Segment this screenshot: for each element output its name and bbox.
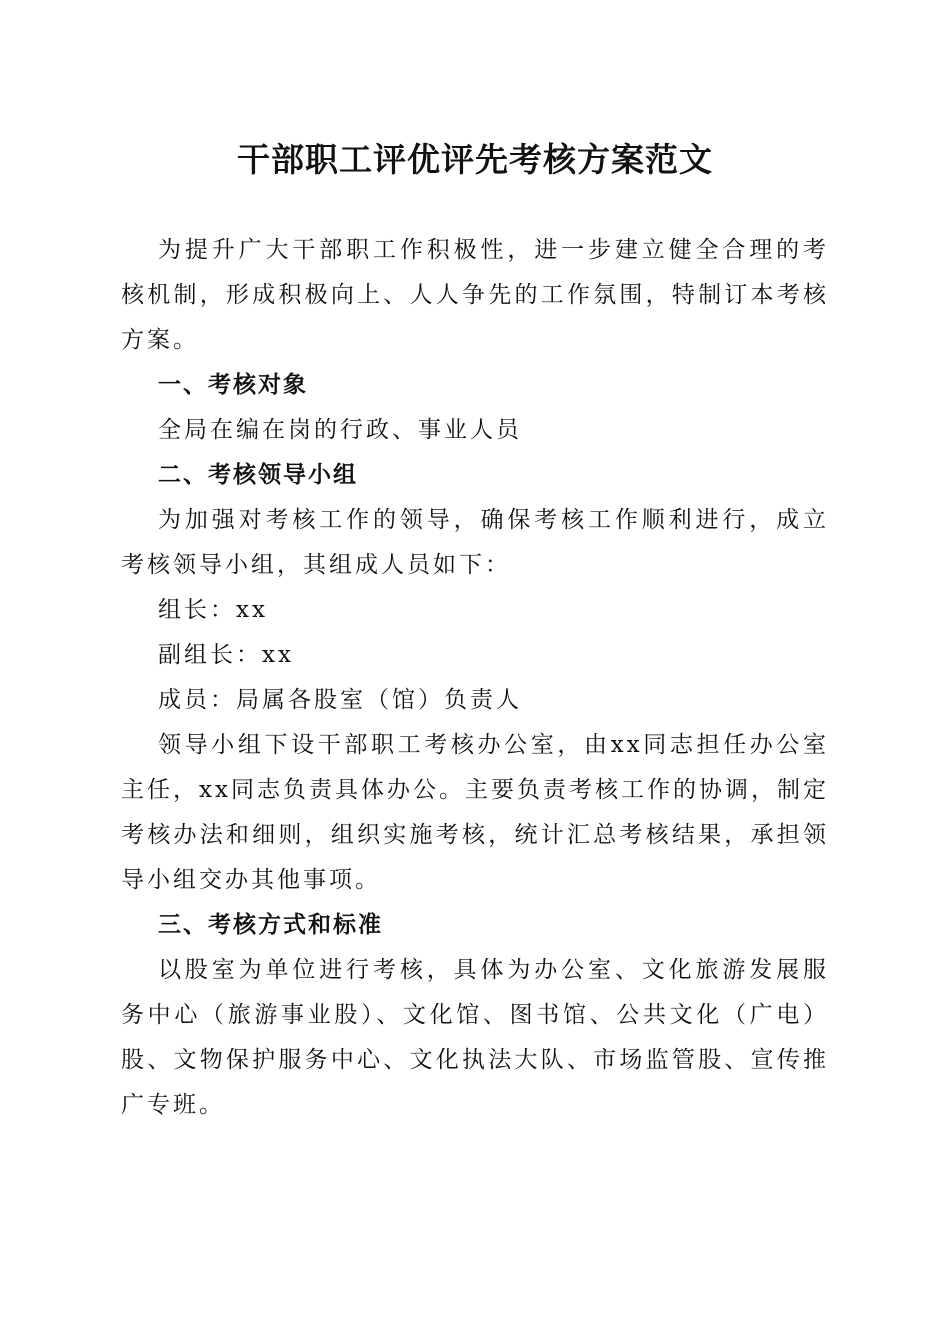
assessment-office-paragraph: 领导小组下设干部职工考核办公室，由xx同志担任办公室主任，xx同志负责具体办公。主要负责考核工作的协调，制定考核办法和细则，组织实施考核，统计汇总考核结果，承担领导小组交办其他事项。 [121, 732, 829, 893]
document-title: 干部职工评优评先考核方案范文 [237, 140, 713, 179]
document-body [121, 228, 829, 1128]
section-heading-assessment-targets: 一、考核对象 [158, 372, 308, 398]
intro-paragraph: 为提升广大干部职工作积极性，进一步建立健全合理的考核机制，形成积极向上、人人争先的工作氛围，特制订本考核方案。 [121, 237, 829, 353]
group-leader-line: 组长：xx [158, 597, 268, 623]
deputy-leader-line: 副组长：xx [158, 642, 294, 668]
assessment-targets-paragraph: 全局在编在岗的行政、事业人员 [158, 417, 522, 443]
section-heading-leadership-group: 二、考核领导小组 [158, 462, 358, 488]
leadership-group-paragraph: 为加强对考核工作的领导，确保考核工作顺利进行，成立考核领导小组，其组成人员如下： [121, 507, 829, 578]
methods-standards-paragraph: 以股室为单位进行考核，具体为办公室、文化旅游发展服务中心（旅游事业股）、文化馆、图书馆、公共文化（广电）股、文物保护服务中心、文化执法大队、市场监管股、宣传推广专班。 [121, 957, 829, 1118]
members-line: 成员：局属各股室（馆）负责人 [158, 687, 522, 713]
section-heading-methods-standards: 三、考核方式和标准 [158, 912, 383, 938]
